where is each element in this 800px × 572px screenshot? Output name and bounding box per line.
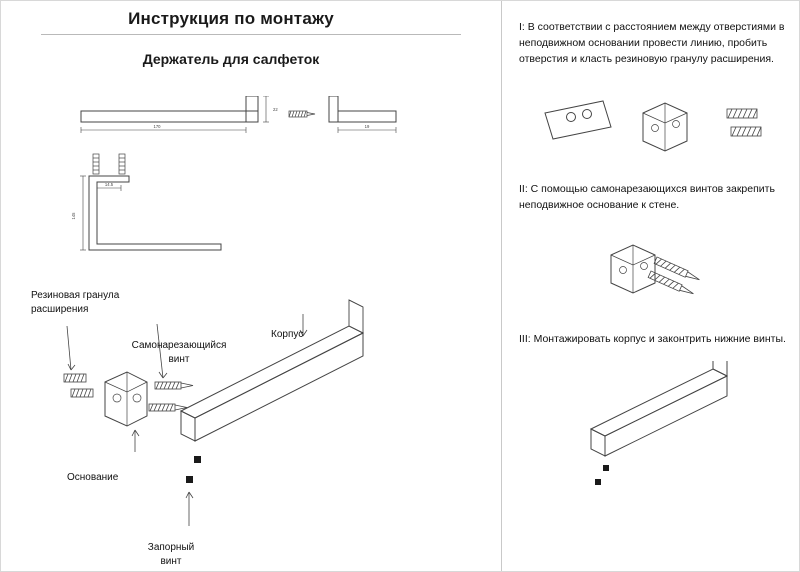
step-2-illustration — [591, 241, 781, 321]
step-3-text: III: Монтажировать корпус и законтрить нижние винты. — [519, 333, 786, 345]
step-3-illustration — [571, 361, 771, 491]
page-title: Инструкция по монтажу — [128, 9, 334, 28]
label-self-tapping-screw: Самонарезающийся винт — [131, 340, 227, 365]
label-locking-screw: Запорный винт — [147, 542, 195, 567]
label-rubber-granule: Резиновая гранула расширения — [31, 290, 120, 315]
step-1-illustration — [531, 91, 781, 161]
locking-screw-part-2 — [186, 476, 193, 483]
dim-side-width: 19 — [364, 124, 370, 129]
exploded-view — [31, 286, 481, 566]
step-1-text: I: В соответствии с расстоянием между отверстиями в неподвижном основании провести линию, пробить отверстия и класть резиновую гранулу расширения. — [519, 21, 785, 65]
technical-drawing — [61, 96, 481, 266]
dim-bracket-height: 145 — [71, 212, 76, 220]
step-2-text: II: С помощью самонарезающихся винтов закрепить неподвижное основание к стене. — [519, 183, 775, 211]
dim-top-length: 170 — [153, 124, 161, 129]
title-divider — [41, 34, 461, 35]
locking-screw-part-1 — [194, 456, 201, 463]
dim-top-height: 22 — [273, 107, 278, 112]
page-subtitle: Держатель для салфеток — [142, 51, 320, 67]
dim-bracket-width: 14.5 — [104, 182, 114, 187]
label-body: Корпус — [271, 329, 304, 340]
label-base: Основание — [67, 472, 119, 483]
panel-divider — [501, 1, 502, 572]
